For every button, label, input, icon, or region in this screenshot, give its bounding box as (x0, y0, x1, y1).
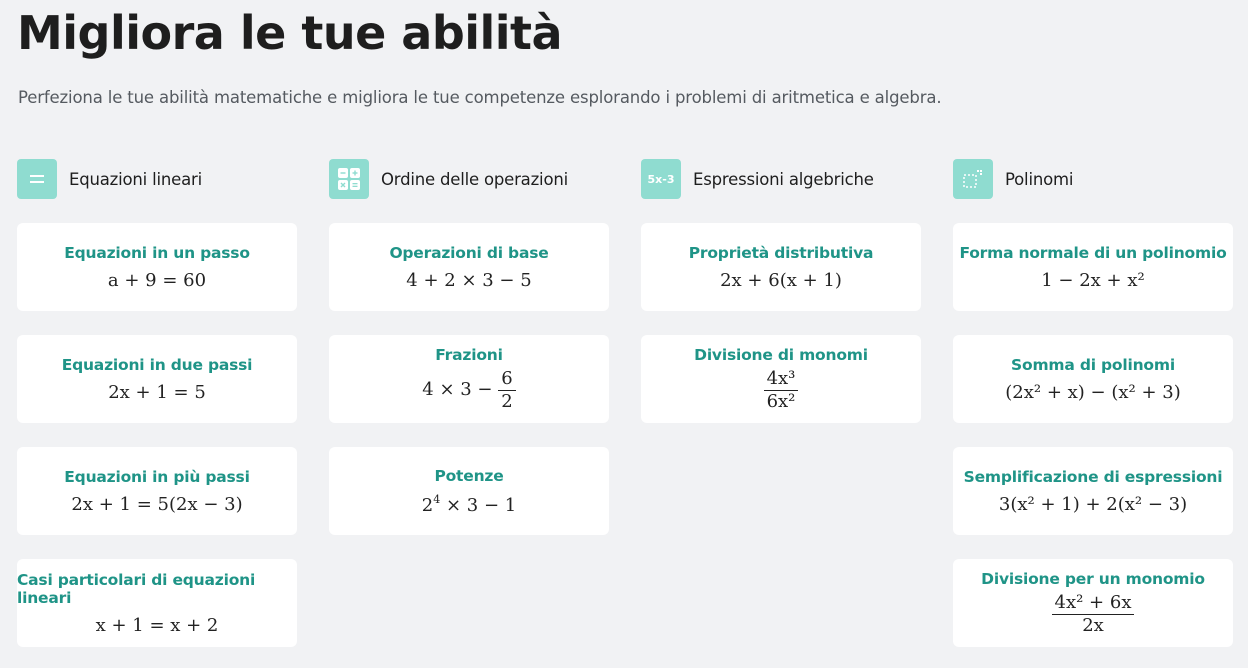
card-title: Equazioni in due passi (61, 355, 253, 374)
page-title: Migliora le tue abilità (17, 6, 563, 60)
card-operazioni-base[interactable] (329, 223, 609, 311)
category-header[interactable] (641, 159, 921, 199)
card-formula: 1 − 2x + x² (1041, 269, 1145, 291)
card-title: Casi particolari di equazioni lineari (17, 570, 256, 607)
page-subtitle: Perfeziona le tue abilità matematiche e migliora le tue competenze esplorando i problemi di aritmetica e algebra. (18, 88, 942, 107)
card-frazioni[interactable] (329, 335, 609, 423)
category-title: Espressioni algebriche (693, 169, 874, 189)
card-proprieta-distributiva[interactable] (641, 223, 921, 311)
equals-icon (17, 159, 57, 199)
category-title: Equazioni lineari (69, 169, 202, 189)
fraction (764, 368, 799, 412)
card-formula: 3(x² + 1) + 2(x² − 3) (998, 493, 1188, 515)
category-polinomi (953, 159, 1233, 668)
fraction-numerator: 4x² + 6x (1052, 592, 1135, 615)
card-forma-normale[interactable] (953, 223, 1233, 311)
card-title: Frazioni (435, 345, 503, 364)
fraction-denominator: 2 (501, 390, 513, 412)
card-formula: a + 9 = 60 (107, 269, 207, 291)
power-base: 2 (421, 494, 434, 516)
card-formula: 4 + 2 × 3 − 5 (406, 269, 532, 291)
card-semplificazione[interactable] (953, 447, 1233, 535)
card-potenze[interactable] (329, 447, 609, 535)
card-title: Semplificazione di espressioni (963, 467, 1223, 486)
card-title: Potenze (434, 466, 504, 485)
card-formula (422, 493, 516, 516)
fraction-denominator: 2x (1082, 614, 1104, 636)
card-formula: 2x + 1 = 5(2x − 3) (71, 493, 243, 515)
card-divisione-monomi[interactable] (641, 335, 921, 423)
formula-prefix: 4 × 3 − (422, 379, 493, 400)
category-title: Polinomi (1005, 169, 1074, 189)
category-title: Ordine delle operazioni (381, 169, 568, 189)
category-header[interactable] (329, 159, 609, 199)
category-espressioni-algebriche (641, 159, 921, 447)
fraction-numerator: 6 (498, 368, 515, 391)
card-title: Proprietà distributiva (688, 243, 874, 262)
fraction-denominator: 6x² (766, 390, 796, 412)
card-divisione-monomio[interactable] (953, 559, 1233, 647)
category-header[interactable] (953, 159, 1233, 199)
category-ordine-operazioni (329, 159, 609, 559)
card-equazioni-due-passi[interactable] (17, 335, 297, 423)
card-casi-particolari[interactable] (17, 559, 297, 647)
formula-suffix: × 3 − 1 (445, 494, 517, 516)
card-title: Equazioni in più passi (64, 467, 250, 486)
card-formula (764, 368, 799, 412)
fraction (1052, 592, 1135, 636)
category-equazioni-lineari (17, 159, 297, 668)
card-equazioni-piu-passi[interactable] (17, 447, 297, 535)
card-title: Divisione di monomi (694, 345, 868, 364)
card-title: Divisione per un monomio (981, 569, 1205, 588)
calculator-icon (329, 159, 369, 199)
card-formula (422, 368, 515, 412)
card-equazioni-un-passo[interactable] (17, 223, 297, 311)
card-title: Forma normale di un polinomio (959, 243, 1227, 262)
card-title: Equazioni in un passo (64, 243, 250, 262)
card-formula: 2x + 6(x + 1) (720, 269, 842, 291)
fraction-numerator: 4x³ (764, 368, 799, 391)
power-exponent: 4 (433, 492, 441, 506)
card-title: Somma di polinomi (1011, 355, 1175, 374)
category-header[interactable] (17, 159, 297, 199)
card-somma-polinomi[interactable] (953, 335, 1233, 423)
fraction (498, 368, 515, 412)
card-formula (1052, 592, 1135, 636)
card-formula: x + 1 = x + 2 (95, 614, 219, 636)
card-formula: 2x + 1 = 5 (108, 381, 206, 403)
card-formula: (2x² + x) − (x² + 3) (1005, 381, 1181, 403)
expression-icon: 5x-3 (641, 159, 681, 199)
polynomial-icon (953, 159, 993, 199)
card-title: Operazioni di base (389, 243, 549, 262)
